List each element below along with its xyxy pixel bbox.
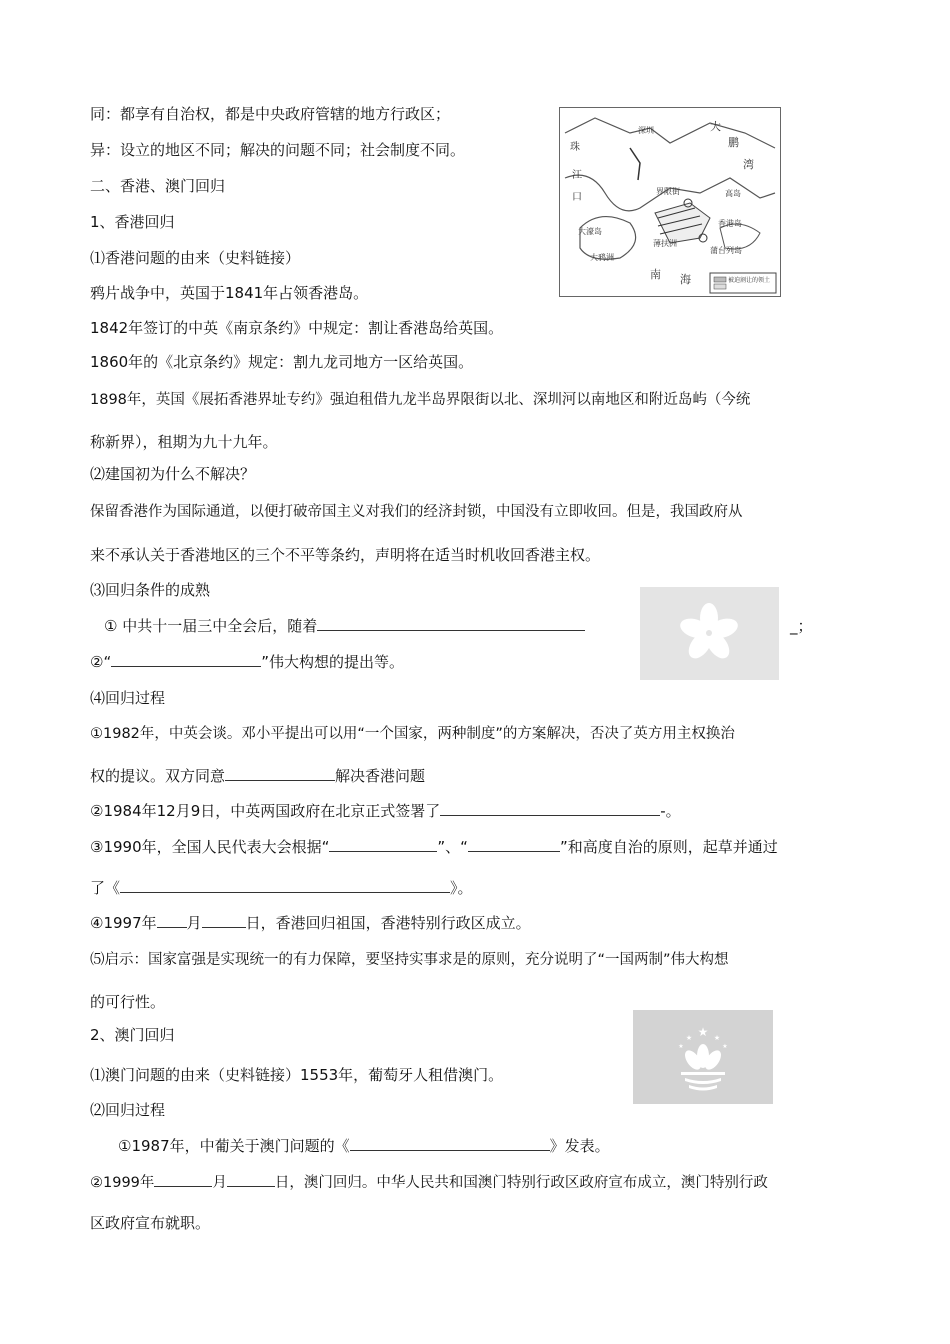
map-label: 海: [680, 273, 691, 286]
text-line: 1860年的《北京条约》规定：割九龙司地方一区给英国。: [90, 353, 474, 371]
line-text: 》。: [450, 879, 473, 897]
map-label: 界限街: [656, 187, 680, 196]
hong-kong-map-image: [559, 107, 781, 297]
map-label: 珠: [570, 142, 580, 153]
line-text: ②“: [90, 653, 112, 671]
map-legend-label: 被迫割让的领土: [728, 277, 771, 284]
fill-in-line: [90, 1172, 768, 1193]
answer-blank[interactable]: [350, 1136, 550, 1151]
answer-blank[interactable]: [227, 1172, 275, 1187]
line-text: ”、“: [437, 838, 468, 856]
line-text: 日，香港回归祖国，香港特别行政区成立。: [245, 914, 531, 932]
fill-in-line: [90, 837, 778, 857]
fill-in-line: [90, 913, 531, 933]
map-label: 大鸦洲: [590, 253, 614, 262]
text-line: ⑵回归过程: [90, 1101, 166, 1119]
line-text: _；: [790, 617, 813, 635]
line-text: 月: [186, 914, 202, 932]
line-text: ”和高度自治的原则，起草并通过: [559, 838, 778, 856]
fill-in-line: [118, 1136, 610, 1156]
map-label: 香港岛: [718, 219, 742, 228]
text-line: ⑴澳门问题的由来（史料链接）1553年，葡萄牙人租借澳门。: [90, 1066, 504, 1084]
text-line: 的可行性。: [90, 993, 166, 1011]
text-line: 1898年，英国《展拓香港界址专约》强迫租借九龙半岛界限街以北、深圳河以南地区和附近岛屿（今统: [90, 392, 751, 408]
text-line: 区政府宣布就职。: [90, 1214, 211, 1232]
svg-text:★: ★: [713, 1034, 721, 1042]
text-line: 来不承认关于香港地区的三个不平等条约，声明将在适当时机收回香港主权。: [90, 546, 601, 564]
svg-text:★: ★: [722, 1043, 728, 1050]
answer-blank[interactable]: [157, 913, 187, 928]
line-text: 》发表。: [549, 1137, 610, 1155]
map-label: 大: [710, 120, 721, 133]
map-label: 鹏: [728, 136, 739, 149]
text-line: 保留香港作为国际通道，以便打破帝国主义对我们的经济封锁，中国没有立即收回。但是，我国政府从: [90, 504, 743, 520]
answer-blank[interactable]: [111, 652, 261, 667]
text-line: ⑶回归条件的成熟: [90, 581, 211, 599]
fill-in-line: [90, 652, 404, 672]
text-line: ①1982年，中英会谈。邓小平提出可以用“一个国家，两种制度”的方案解决，否决了英方用主权换治: [90, 726, 735, 742]
text-line: 同：都享有自治权，都是中央政府管辖的地方行政区；: [90, 105, 451, 123]
answer-blank[interactable]: [468, 837, 560, 852]
map-label: 湾: [743, 158, 754, 171]
text-line: ⑷回归过程: [90, 689, 166, 707]
map-label: 大濠岛: [578, 227, 602, 236]
line-text: 解决香港问题: [335, 767, 426, 785]
subsection-heading: 1、香港回归: [90, 213, 175, 231]
line-text: -。: [660, 802, 681, 820]
line-text: 日，澳门回归。中华人民共和国澳门特别行政区政府宣布成立，澳门特别行政: [274, 1175, 768, 1191]
map-label: 薄扶洲: [653, 239, 677, 248]
map-label: 高岛: [725, 189, 741, 198]
fill-in-line: [90, 878, 473, 898]
macau-flag-image: [633, 1010, 773, 1104]
svg-text:★: ★: [685, 1034, 693, 1042]
svg-text:★: ★: [697, 1025, 709, 1039]
text-line: 鸦片战争中，英国于1841年占领香港岛。: [90, 284, 369, 302]
answer-blank[interactable]: [202, 913, 246, 928]
text-line: ⑵建国初为什么不解决？: [90, 465, 256, 483]
line-text: ②1999年: [90, 1175, 155, 1191]
line-text: ”伟大构想的提出等。: [261, 653, 404, 671]
answer-blank[interactable]: [225, 766, 335, 781]
text-line: ⑸启示：国家富强是实现统一的有力保障，要坚持实事求是的原则，充分说明了“一国两制”伟大构想: [90, 952, 729, 968]
section-heading: 二、香港、澳门回归: [90, 177, 226, 195]
answer-blank[interactable]: [120, 878, 450, 893]
line-text: ①1987年，中葡关于澳门问题的《: [118, 1137, 350, 1155]
line-text: 了《: [90, 879, 121, 897]
line-text: ① 中共十一届三中全会后，随着: [104, 617, 318, 635]
fill-in-line: [90, 801, 681, 821]
map-label: 蒲台列岛: [710, 246, 742, 255]
text-line: 称新界），租期为九十九年。: [90, 433, 278, 451]
line-text: 月: [212, 1175, 227, 1191]
map-label: 南: [650, 268, 661, 281]
line-text: ③1990年，全国人民代表大会根据“: [90, 838, 330, 856]
fill-in-line: [104, 616, 585, 636]
text-line: ⑴香港问题的由来（史料链接）: [90, 249, 301, 267]
text-line: 1842年签订的中英《南京条约》中规定：割让香港岛给英国。: [90, 319, 504, 337]
answer-blank[interactable]: [329, 837, 437, 852]
map-label: 口: [572, 192, 582, 203]
subsection-heading: 2、澳门回归: [90, 1026, 175, 1044]
answer-blank[interactable]: [154, 1172, 212, 1187]
line-text: ②1984年12月9日，中英两国政府在北京正式签署了: [90, 802, 441, 820]
answer-blank[interactable]: [440, 801, 660, 816]
map-label: 深圳: [638, 126, 654, 135]
line-text: 权的提议。双方同意: [90, 767, 226, 785]
text-line: 异：设立的地区不同；解决的问题不同；社会制度不同。: [90, 141, 466, 159]
hong-kong-flag-image: [640, 587, 779, 680]
line-text: ④1997年: [90, 914, 157, 932]
svg-text:★: ★: [678, 1043, 684, 1050]
fill-in-line: [90, 766, 425, 786]
map-label: 江: [572, 170, 582, 181]
answer-blank[interactable]: [317, 616, 585, 631]
